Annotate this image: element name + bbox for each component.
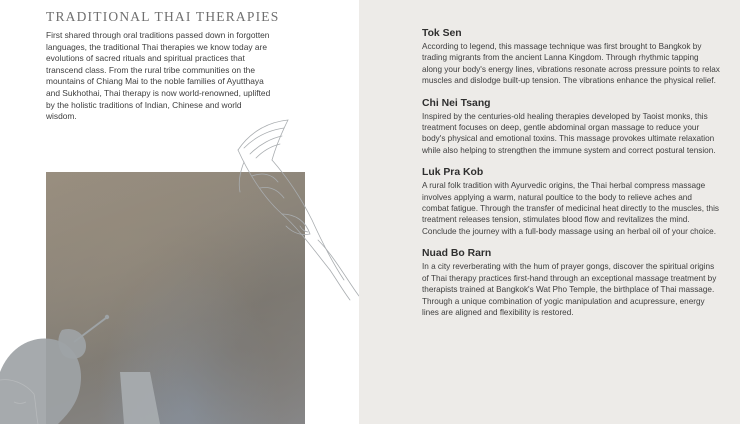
bird-line-drawing [238,120,359,302]
therapy-item [422,28,720,87]
left-page [0,0,359,424]
therapy-item [422,167,720,237]
therapy-item [422,248,720,318]
section-title: TRADITIONAL THAI THERAPIES [46,9,280,24]
therapy-description: According to legend, this massage technique was first brought to Bangkok by trading migrants from the ancient Lanna Kingdom. Through rhythmic tapping along your body's energy lines, vibrations resonate across pressure points to relax muscles and dislodge built-up tension. The vibrations enhance the physical relief. [422,42,720,86]
decorative-illustration [0,0,359,424]
therapy-name: Nuad Bo Rarn [422,248,492,260]
therapy-name: Chi Nei Tsang [422,97,491,109]
woman-illustration [0,315,160,424]
therapy-name: Tok Sen [422,28,462,39]
therapy-description: Inspired by the centuries-old healing therapies developed by Taoist monks, this treatment focuses on deep, gentle abdominal organ massage to reduce your body's physical and emotional toxins. This massage provokes ultimate relaxation while also helping to strengthen the immune system and correct postural tension. [422,111,716,155]
therapy-list [422,28,720,329]
therapy-name: Luk Pra Kob [422,167,484,179]
therapy-item [422,98,720,157]
therapy-description: A rural folk tradition with Ayurvedic origins, the Thai herbal compress massage involves applying a warm, natural poultice to the body to relieve aches and combat fatigue. Through the transfer of medicinal heat directly to the muscles, this treatment releases tension, stimulates blood flow and revitalizes the mind. Conclude the journey with a full-body massage using an herbal oil of your choice. [422,181,720,236]
intro-paragraph: First shared through oral traditions passed down in forgotten languages, the traditional Thai therapies we know today are evolutions of sacred rituals and spiritual practices that transcend class. From the rural tribe communities on the mountains of Chiang Mai to the noble families of Ayutthaya and Sukhothai, Thai therapy is now world-renowned, uplifted by the holistic traditions of Indian, Chinese and world wisdom. [46,30,271,122]
therapy-description: In a city reverberating with the hum of prayer gongs, discover the spiritual origins of Thai therapy practices first-hand through an exceptional massage treatment by therapists trained at Bangkok's Wat Pho Temple, the birthplace of Thai massage. Through a unique combination of yogic manipulation and acupressure, energy lines are aligned and flexibility is restored. [422,262,717,317]
